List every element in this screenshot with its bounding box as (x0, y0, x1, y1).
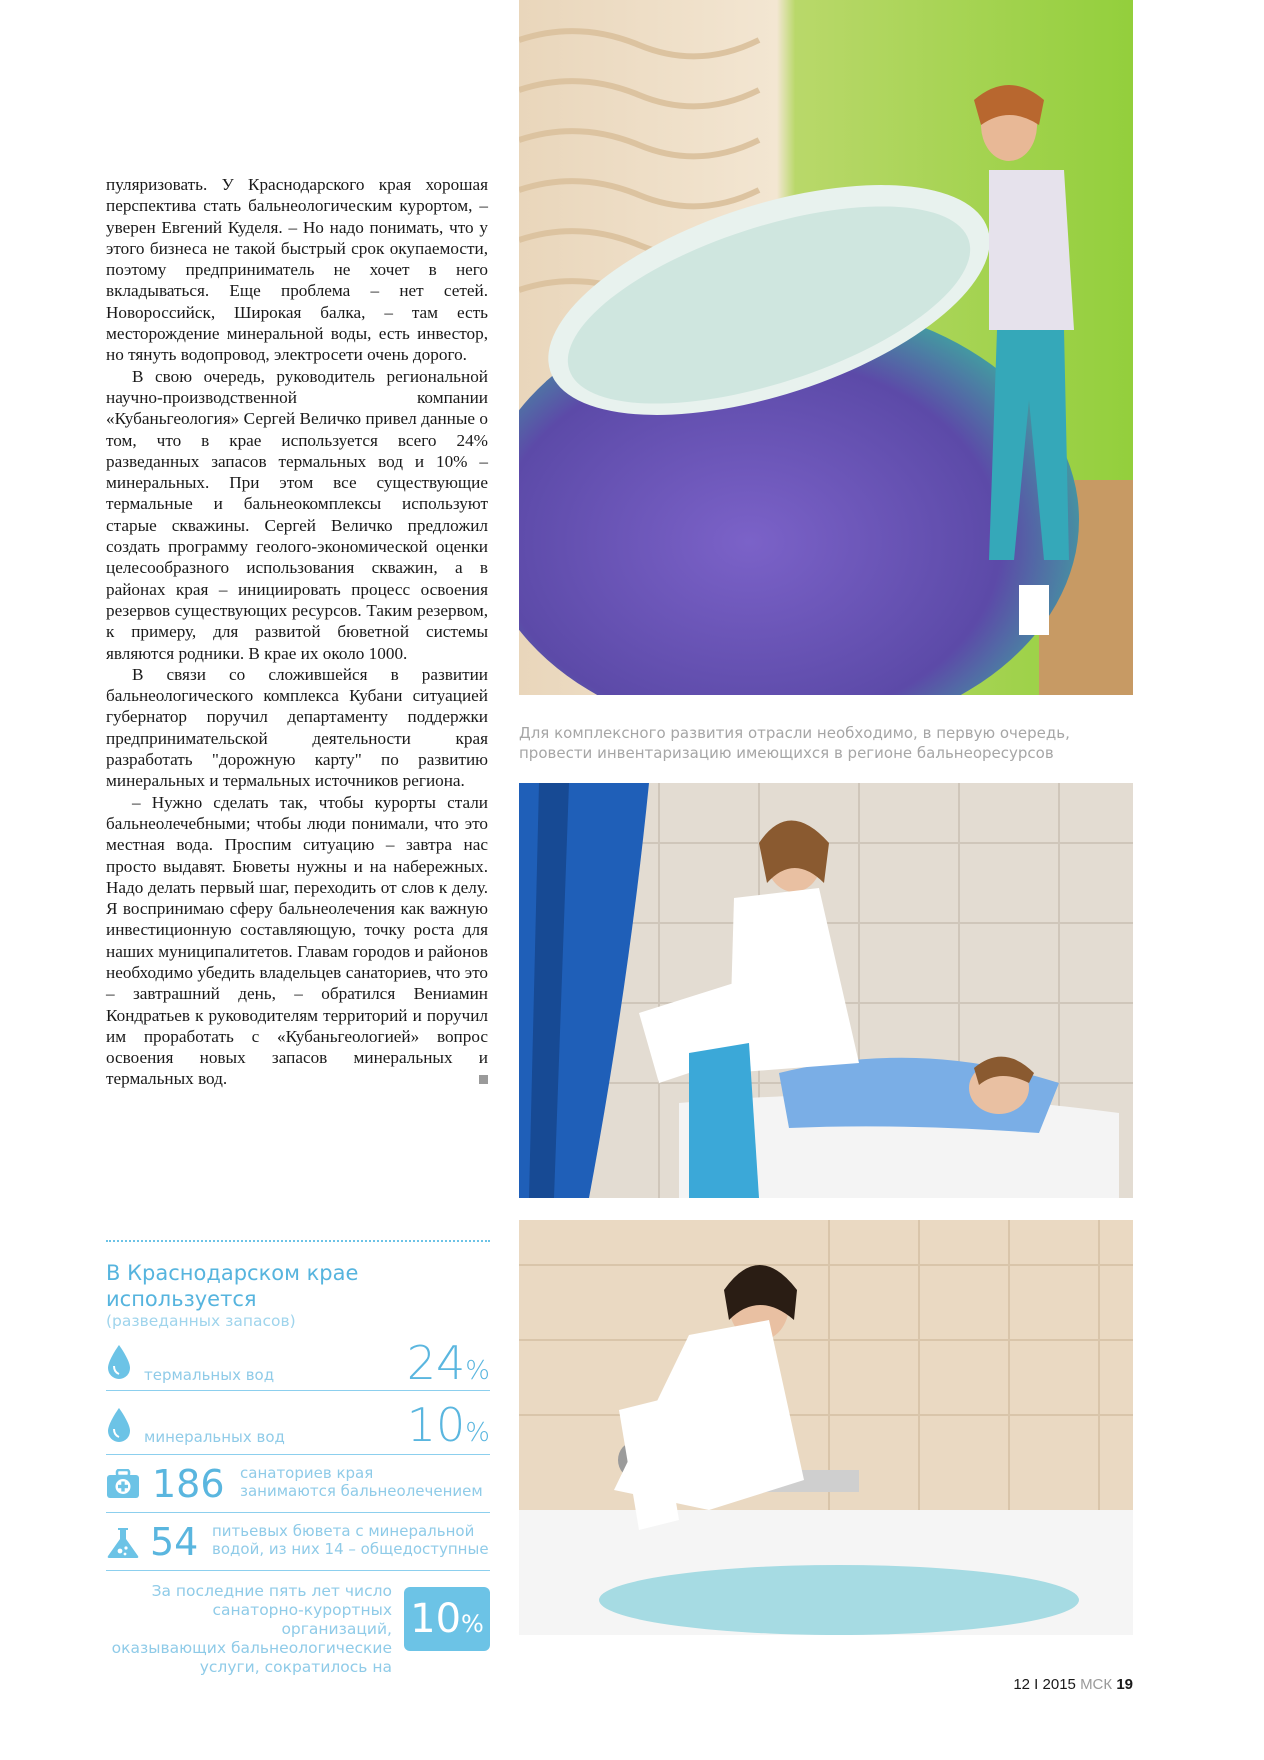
stat-buvets (106, 1513, 490, 1571)
stat-value: 24% (406, 1336, 490, 1390)
stat-value: 10% (406, 1398, 490, 1452)
infobox-subtitle: (разведанных запасов) (106, 1312, 296, 1330)
photo-nurse-patient (519, 783, 1133, 1198)
caption-line: Для комплексного развития отрасли необходимо, в первую очередь, (519, 724, 1070, 742)
article-paragraph: пуляризовать. У Краснодарского края хорошая перспектива стать бальнеологическим курортом, – уверен Евгений Куделя. – Но надо понимать, что у этого бизнеса не такой быстрый срок окупаемости, поэтому предприниматель не хочет в него вкладываться. Еще проблема – нет сетей. Новороссийск, Широкая балка, – там есть месторождение минеральной воды, есть инвестор, но тянуть водопровод, электросети очень дорого. (106, 175, 488, 365)
page-footer (1013, 1676, 1133, 1693)
stat-badge: 10% (404, 1587, 490, 1651)
article-body (106, 174, 488, 1090)
water-drop-icon (106, 1407, 132, 1443)
article-paragraph: В связи со сложившейся в развитии бальнеологического комплекса Кубани ситуацией губернатор поручил департаменту поддержки предпринимательской деятельности края разработать "дорожную карту" по развитию минеральных и термальных источников региона. (106, 664, 488, 791)
article-quote: – Нужно сделать так, чтобы курорты стали бальнеолечебными; чтобы люди понимали, что это местная вода. Проспим ситуацию – завтра нас просто выдавят. Бюветы нужны и на набережных. Надо делать первый шаг, переходить от слов к делу. Я воспринимаю сферу бальнеолечения как важную инвестиционную составляющую, точку роста для наших муниципалитетов. Главам городов и районов необходимо убедить владельцев санаториев, что это – завтрашний день, – обратился Вениамин Кондратьев к руководителям территорий и поручил им проработать с «Кубаньгеологией» вопрос освоения новых запасов минеральных и термальных вод. (106, 792, 488, 1089)
dotted-divider (106, 1240, 490, 1242)
infobox-title: В Краснодарском крае используется (106, 1261, 359, 1311)
stat-value: 54 (150, 1520, 199, 1564)
photo-nurse-bath (519, 1220, 1133, 1635)
stat-label: За последние пять лет число санаторно-курортных организаций, оказывающих бальнеологические услуги, сократилось на (111, 1582, 392, 1676)
magazine-name: МСК (1080, 1676, 1113, 1693)
article-paragraph (106, 792, 488, 1090)
stat-value: 186 (152, 1462, 225, 1506)
issue-number: 12 (1013, 1676, 1030, 1693)
photo-spa-capsule (519, 0, 1133, 695)
end-of-article-mark (479, 1075, 488, 1084)
flask-icon (106, 1527, 140, 1559)
stat-label: санаториев края занимаются бальнеолечением (240, 1464, 483, 1500)
medical-case-icon (106, 1469, 140, 1499)
stat-label: минеральных вод (144, 1428, 285, 1446)
footer-separator: I (1034, 1676, 1039, 1693)
stat-thermal-waters (106, 1330, 490, 1391)
stat-label: термальных вод (144, 1366, 275, 1384)
water-drop-icon (106, 1344, 132, 1380)
stat-sanatoriums (106, 1455, 490, 1513)
caption-line: провести инвентаризацию имеющихся в регионе бальнеоресурсов (519, 744, 1054, 762)
stat-label: питьевых бювета с минеральной водой, из них 14 – общедоступные (212, 1522, 489, 1558)
page-number: 19 (1116, 1676, 1133, 1693)
issue-year: 2015 (1042, 1676, 1076, 1693)
stat-mineral-waters (106, 1391, 490, 1455)
stat-decline (106, 1571, 490, 1676)
article-paragraph: В свою очередь, руководитель региональной научно-производственной компании «Кубаньгеология» Сергей Величко привел данные о том, что в крае используется всего 24% разведанных запасов термальных вод и 10% – минеральных. При этом все существующие термальные и бальнеокомплексы используют старые скважины. Сергей Величко предложил создать программу геолого-экономической оценки целесообразного использования скважин, а в районах края – инициировать процесс освоения резервов существующих ресурсов. Таким резервом, к примеру, для развитой бюветной системы являются родники. В крае их около 1000. (106, 366, 488, 663)
statistics-infobox (106, 1240, 490, 1676)
photo-caption (519, 723, 1133, 763)
